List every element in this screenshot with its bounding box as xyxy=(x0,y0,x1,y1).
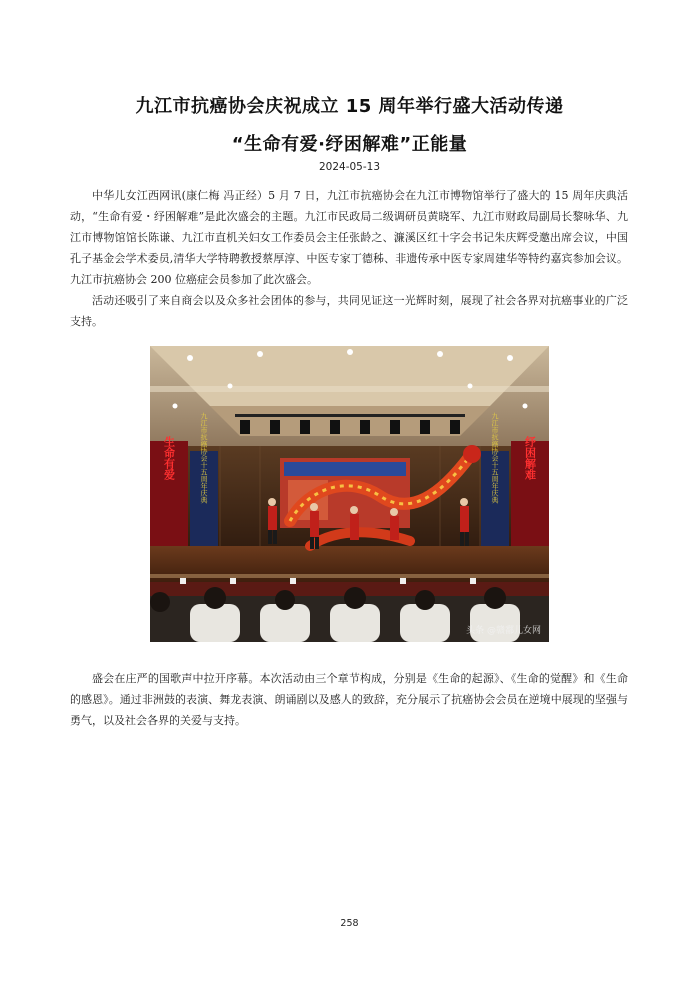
banner-right-text: 纾困解难 xyxy=(523,436,537,480)
banner-inner-left-text: 九江市抗癌协会十五周年庆典 xyxy=(200,412,208,504)
article-paragraph-1: 中华儿女江西网讯(康仁梅 冯正经）5 月 7 日，九江市抗癌协会在九江市博物馆举行了盛大的 15 周年庆典活动，“生命有爱・纾困解难”是此次盛会的主题。九江市民政局二级调研员黄晓军、九江市财政局副局长黎咏华、九江市博物馆馆长陈谦、九江市直机关妇女工作委员会主任张龄之、濂溪区红十字会书记朱庆辉受邀出席会议，中国孔子基金会学术委员,清华大学特聘教授蔡厚淳、中医专家丁德秭、非遗传承中医专家周建华等特约嘉宾参加会议。九江市抗癌协会 200 位癌症会员参加了此次盛会。 xyxy=(70,189,628,286)
article-paragraph-2: 活动还吸引了来自商会以及众多社会团体的参与，共同见证这一光辉时刻，展现了社会各界对抗癌事业的广泛支持。 xyxy=(70,294,628,328)
article-paragraph-3: 盛会在庄严的国歌声中拉开序幕。本次活动由三个章节构成，分别是《生命的起源》、《生命的觉醒》和《生命的感恩》。通过非洲鼓的表演、舞龙表演、朗诵剧以及感人的致辞，充分展示了抗癌协会会员在逆境中展现的坚强与勇气，以及社会各界的关爱与支持。 xyxy=(70,672,628,727)
banner-left-text: 生命有爱 xyxy=(162,436,176,480)
event-photo xyxy=(150,346,549,642)
banner-inner-right-text: 九江市抗癌协会十五周年庆典 xyxy=(491,412,499,504)
article-title-line-2: “生命有爱·纾困解难”正能量 xyxy=(231,134,468,155)
article-date: 2024-05-13 xyxy=(318,161,381,173)
article-title-line-1: 九江市抗癌协会庆祝成立 15 周年举行盛大活动传递 xyxy=(135,96,564,117)
photo-watermark: 头条 @赣鄱儿女网 xyxy=(466,626,541,636)
page-number: 258 xyxy=(340,918,359,929)
